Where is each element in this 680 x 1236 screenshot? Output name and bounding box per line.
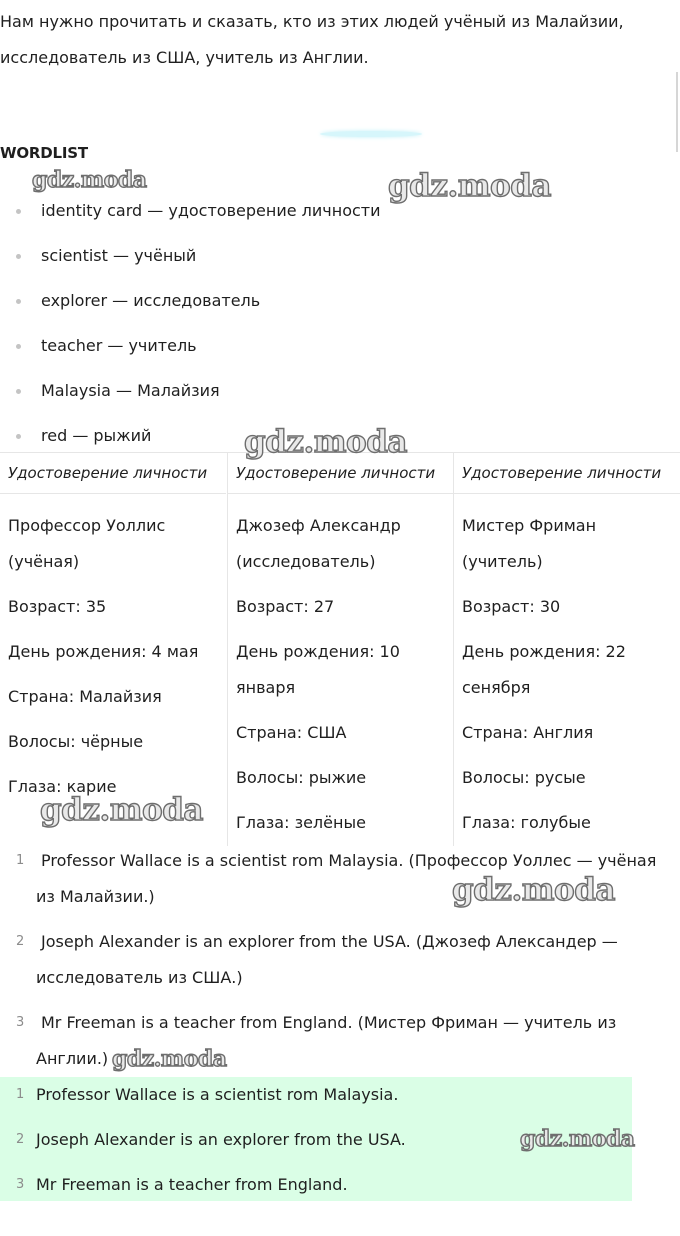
- short-answer-text: Professor Wallace is a scientist rom Malaysia.: [36, 1085, 399, 1104]
- list-item: [0, 1077, 632, 1122]
- id-card-line: Возраст: 35: [8, 597, 107, 616]
- answer-text: Mr Freeman is a teacher from England. (Мистер Фриман — учитель из Англии.): [36, 1013, 617, 1068]
- list-item: [0, 233, 381, 278]
- id-card-line: День рождения: 10 января: [236, 642, 400, 697]
- item-number: 1: [16, 1087, 25, 1102]
- id-card-line: Глаза: зелёные: [236, 813, 366, 832]
- id-card-line: Джозеф Александр (исследователь): [236, 516, 401, 571]
- wordlist-item-text: scientist — учёный: [41, 246, 197, 265]
- id-card-body: [0, 494, 226, 805]
- watermark-logo: gdz.moda: [40, 792, 203, 828]
- list-item: [0, 188, 381, 233]
- id-card-line: Волосы: чёрные: [8, 732, 144, 751]
- answer-text: Joseph Alexander is an explorer from the USA. (Джозеф Александер — исследователь из США.): [36, 932, 618, 987]
- watermark-logo: gdz.moda: [112, 1046, 227, 1072]
- divider-glow: [320, 131, 422, 137]
- list-item: [0, 924, 680, 996]
- wordlist-item-text: teacher — учитель: [41, 336, 197, 355]
- id-card-line: Волосы: рыжие: [236, 768, 367, 787]
- bullet-icon: [16, 299, 21, 304]
- id-card-line: Мистер Фриман (учитель): [462, 516, 597, 571]
- id-card-column: [227, 453, 453, 846]
- id-cards-table: [0, 452, 680, 846]
- bullet-icon: [16, 389, 21, 394]
- id-card-column: [0, 453, 226, 846]
- id-card-line: Страна: Англия: [462, 723, 594, 742]
- id-card-line: Профессор Уоллис (учёная): [8, 516, 166, 571]
- watermark-logo: gdz.moda: [244, 424, 407, 460]
- watermark-logo: gdz.moda: [388, 168, 551, 204]
- item-number: 3: [16, 1015, 25, 1030]
- list-item: [0, 278, 381, 323]
- id-card-line: Возраст: 30: [462, 597, 561, 616]
- list-item: [0, 1167, 632, 1212]
- id-card-body: [454, 494, 680, 841]
- id-card-column: [453, 453, 680, 846]
- id-card-line: Возраст: 27: [236, 597, 335, 616]
- item-number: 3: [16, 1177, 25, 1192]
- watermark-logo: gdz.moda: [452, 872, 615, 908]
- scrollbar-edge: [676, 72, 678, 152]
- id-card-header: Удостоверение личности: [0, 453, 226, 494]
- wordlist-item-text: Malaysia — Малайзия: [41, 381, 220, 400]
- id-card-line: День рождения: 4 мая: [8, 642, 199, 661]
- id-card-header: Удостоверение личности: [454, 453, 680, 494]
- intro-paragraph: Нам нужно прочитать и сказать, кто из этих людей учёный из Малайзии, исследователь из США, учитель из Англии.: [0, 12, 624, 67]
- id-card-line: Страна: США: [236, 723, 347, 742]
- bullet-icon: [16, 209, 21, 214]
- bullet-icon: [16, 344, 21, 349]
- id-card-line: Страна: Малайзия: [8, 687, 162, 706]
- watermark-logo: gdz.moda: [520, 1126, 635, 1152]
- list-item: [0, 1005, 680, 1077]
- id-card-line: Глаза: карие: [8, 777, 117, 796]
- wordlist: [0, 188, 381, 458]
- bullet-icon: [16, 434, 21, 439]
- id-card-body: [228, 494, 453, 841]
- wordlist-item-text: explorer — исследователь: [41, 291, 261, 310]
- wordlist-item-text: identity card — удостоверение личности: [41, 201, 381, 220]
- wordlist-title: WORDLIST: [0, 144, 88, 162]
- short-answer-text: Joseph Alexander is an explorer from the USA.: [36, 1130, 406, 1149]
- list-item: [0, 368, 381, 413]
- wordlist-item-text: red — рыжий: [41, 426, 152, 445]
- item-number: 2: [16, 1132, 25, 1147]
- list-item: [0, 323, 381, 368]
- answer-text: Professor Wallace is a scientist rom Malaysia. (Профессор Уоллес — учёная из Малайзии.): [36, 851, 657, 906]
- short-answer-text: Mr Freeman is a teacher from England.: [36, 1175, 348, 1194]
- item-number: 1: [16, 853, 25, 868]
- item-number: 2: [16, 934, 25, 949]
- id-card-line: День рождения: 22 сенября: [462, 642, 626, 697]
- id-card-header: Удостоверение личности: [228, 453, 453, 494]
- id-card-line: Глаза: голубые: [462, 813, 591, 832]
- watermark-logo: gdz.moda: [32, 167, 147, 193]
- id-card-line: Волосы: русые: [462, 768, 586, 787]
- bullet-icon: [16, 254, 21, 259]
